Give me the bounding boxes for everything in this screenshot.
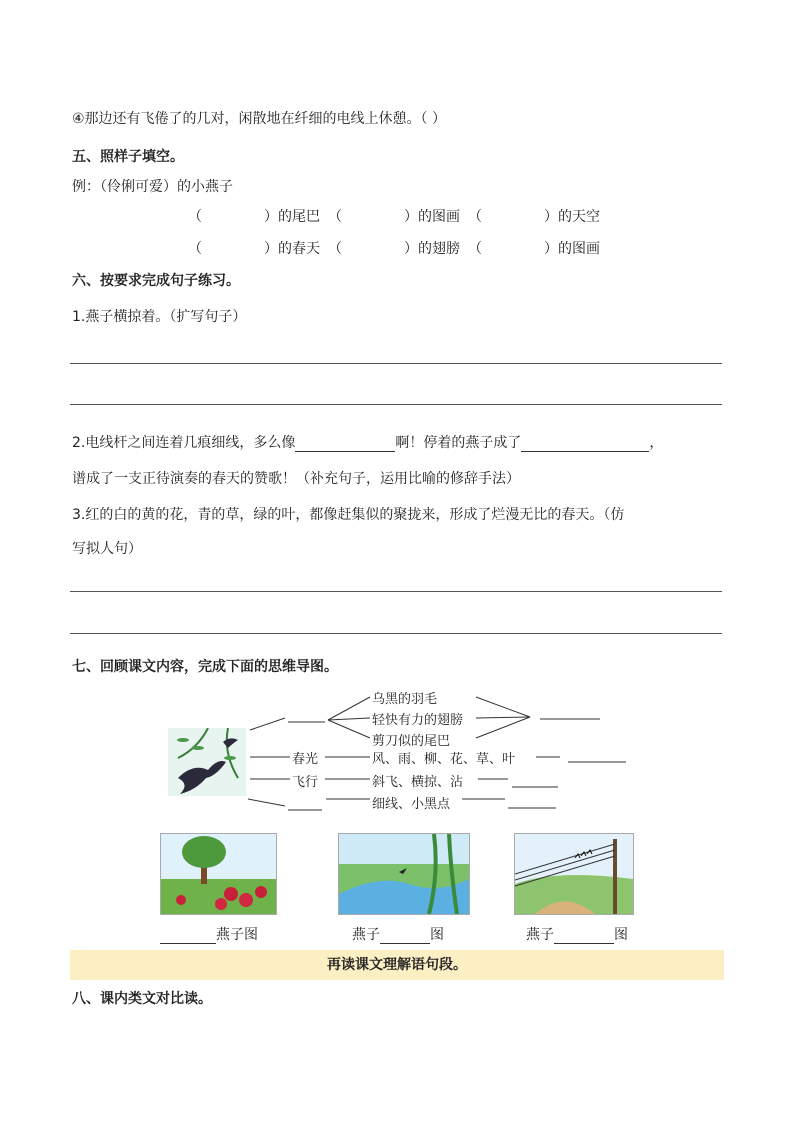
map-fly: 飞行 [292,775,319,790]
caption-2-prefix: 燕子 [352,927,380,943]
fill-label: 的翅膀 [418,241,460,257]
q6-3-cont: 写拟人句） [72,541,142,557]
map-lines: 细线、小黑点 [372,797,451,812]
caption-2 [352,924,444,944]
caption-1-text: 燕子图 [216,927,258,943]
paren-close: ） [404,241,418,257]
map-wings: 轻快有力的翅膀 [372,713,464,728]
section5-title: 五、照样子填空。 [72,149,184,165]
q6-2-cont: 谱成了一支正待演奏的春天的赞歌！（补充句子，运用比喻的修辞手法） [72,471,520,487]
q6-1: 1.燕子横掠着。（扩写句子） [72,309,247,325]
river-willow-image [338,833,470,915]
paren-close: ） [544,241,558,257]
paren-open: （ [188,241,202,257]
paren-close: ） [544,209,558,225]
electric-wires-image [514,833,634,915]
fill-label: 的尾巴 [278,209,320,225]
blank-field[interactable] [380,929,430,944]
caption-2-suffix: 图 [430,927,444,943]
caption-3-suffix: 图 [614,927,628,943]
q6-2-text-c: ， [649,435,664,451]
paren-open: （ [468,209,482,225]
swallow-image [168,728,246,796]
tree-flowers-icon [161,834,276,914]
map-spring: 春光 [292,752,319,767]
blank-field[interactable] [160,929,216,944]
section5-example: 例：（伶俐可爱）的小燕子 [72,179,233,195]
caption-3 [526,924,628,944]
map-spring-items: 风、雨、柳、花、草、叶 [372,752,516,767]
paren-close: ） [264,241,278,257]
q4-sentence: ④那边还有飞倦了的几对，闲散地在纤细的电线上休憩。（ ） [72,111,446,127]
section8-title: 八、课内类文对比读。 [72,991,212,1007]
q6-2-text-a: 2.电线杆之间连着几痕细线，多么像 [72,435,296,451]
paren-close: ） [404,209,418,225]
fill-label: 的图画 [558,241,600,257]
paren-open: （ [328,241,342,257]
paren-open: （ [328,209,342,225]
section-banner: 再读课文理解语句段。 [70,950,724,980]
paren-close: ） [264,209,278,225]
map-feather: 乌黑的羽毛 [372,692,438,707]
caption-3-prefix: 燕子 [526,927,554,943]
section7-title: 七、回顾课文内容，完成下面的思维导图。 [72,659,338,675]
fill-label: 的图画 [418,209,460,225]
q6-3: 3.红的白的黄的花，青的草，绿的叶，都像赶集似的聚拢来，形成了烂漫无比的春天。（仿 [72,507,625,523]
section6-title: 六、按要求完成句子练习。 [72,273,240,289]
paren-open: （ [188,209,202,225]
map-fly-items: 斜飞、横掠、沾 [372,775,464,790]
swallow-icon [168,728,246,796]
flower-garden-image [160,833,277,915]
fill-label: 的天空 [558,209,600,225]
caption-1 [160,924,258,944]
map-tail: 剪刀似的尾巴 [372,734,451,749]
paren-open: （ [468,241,482,257]
river-willow-icon [339,834,469,914]
q6-2-text-b: 啊！停着的燕子成了 [395,435,522,451]
fill-label: 的春天 [278,241,320,257]
blank-field[interactable] [554,929,614,944]
wires-pole-icon [515,834,633,914]
